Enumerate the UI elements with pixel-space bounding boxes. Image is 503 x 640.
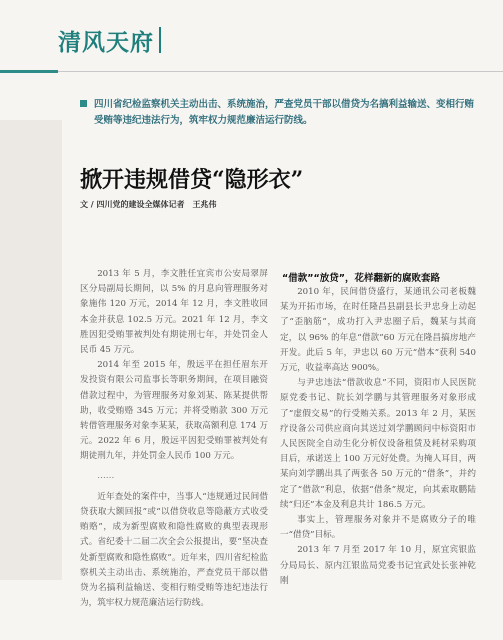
section-subhead: “借款”“放贷”，花样翻新的腐败套路 (282, 273, 440, 284)
header-rule (58, 71, 503, 72)
paragraph: 与尹忠违法“借款收息”不同，资阳市人民医院原党委书记、院长刘学鹏与其管理服务对象形成了“虚假交易”的行受贿关系。2013 年 2 月，某医疗设备公司供应商向其送过刘学鹏顾问中标资阳市人民医院全自动生化分析仪设备租赁及耗材采购项目后，承诺送上 100 万元好处费。为掩人耳目，两某向刘学鹏出具了两张各 50 万元的“借条”，并约定了“借款”利息，依据“借条”规定，向其索取鹏陆续“归还”本金及利息共计 186.5 万元。 (280, 378, 476, 510)
ellipsis: …… (97, 470, 115, 481)
paragraph: 2014 年至 2015 年，殷远平在担任眉东开发投资有限公司监事长等职务期间，在项目融资借款过程中，为管理服务对象刘某、陈某提供帮助，收受贿赂 345 万元；并将受贿款 300 万元转借管理服务对象李某某，获取高额利息 174 万元。2022 年 6 月，殷远平因犯受贿罪被判处有期徒刑九年，并处罚金人民币 100 万元。 (80, 360, 268, 462)
right-column (280, 285, 476, 589)
paragraph: 事实上，管理服务对象并不是腐败分子的唯一“借贷”目标。 (280, 515, 476, 541)
article-byline: 文 / 四川党的建设全媒体记者 王兆伟 (80, 200, 217, 209)
section-title: 清风天府 (58, 29, 154, 56)
article-summary: 四川省纪检监察机关主动出击、系统施治，严查党员干部以借贷为名搞利益输送、变相行贿受贿等违纪违法行为，筑牢权力规范廉洁运行防线。 (80, 97, 474, 129)
paragraph: 近年查处的案件中，当事人“违规通过民间借贷获取大额回报”或“以借贷收息等隐蔽方式收受贿赂”，成为新型腐败和隐性腐败的典型表现形式。省纪委十二届二次全会公报提出，要“坚决查处新型腐败和隐性腐败”。近年来，四川省纪检监察机关主动出击、系统施治，严查党员干部以借贷为名搞利益输送、变相行贿受贿等违纪违法行为，筑牢权力规范廉洁运行防线。 (80, 491, 268, 609)
left-column (80, 267, 268, 611)
paragraph: 2013 年 5 月，李文胜任宜宾市公安局翠屏区分局副局长期间，以 5% 的月息向管理服务对象施伟 120 万元，2014 年 12 月，李文胜收回本金并获息 102.5 万元。2021 年 12 月，李文胜因犯受贿罪被判处有期徒刑七年，并处罚金人民币 45 万元。 (80, 269, 268, 356)
section-header (58, 18, 161, 62)
paragraph: 2013 年 7 月至 2017 年 10 月，原宜宾银监分局局长、原内江银监局党委书记宜武处长张神乾刚 (280, 545, 476, 586)
article-headline: 掀开违规借贷“隐形衣” (80, 167, 304, 193)
paragraph: 2010 年，民间借贷盛行，某通讯公司老板魏某为开拓市场，在时任隆昌县副县长尹忠身上动起了“歪脑筋”，成功打入尹忠圈子后，魏某与其商定，以 96% 的年息“借款”60 万元在隆昌搞房地产开发。此后 5 年，尹忠以 60 万元“借本”获利 540 万元，收益率高达 900%。 (280, 287, 476, 374)
title-divider (159, 27, 161, 53)
header-accent-rule (0, 70, 58, 73)
side-decoration (0, 120, 62, 580)
